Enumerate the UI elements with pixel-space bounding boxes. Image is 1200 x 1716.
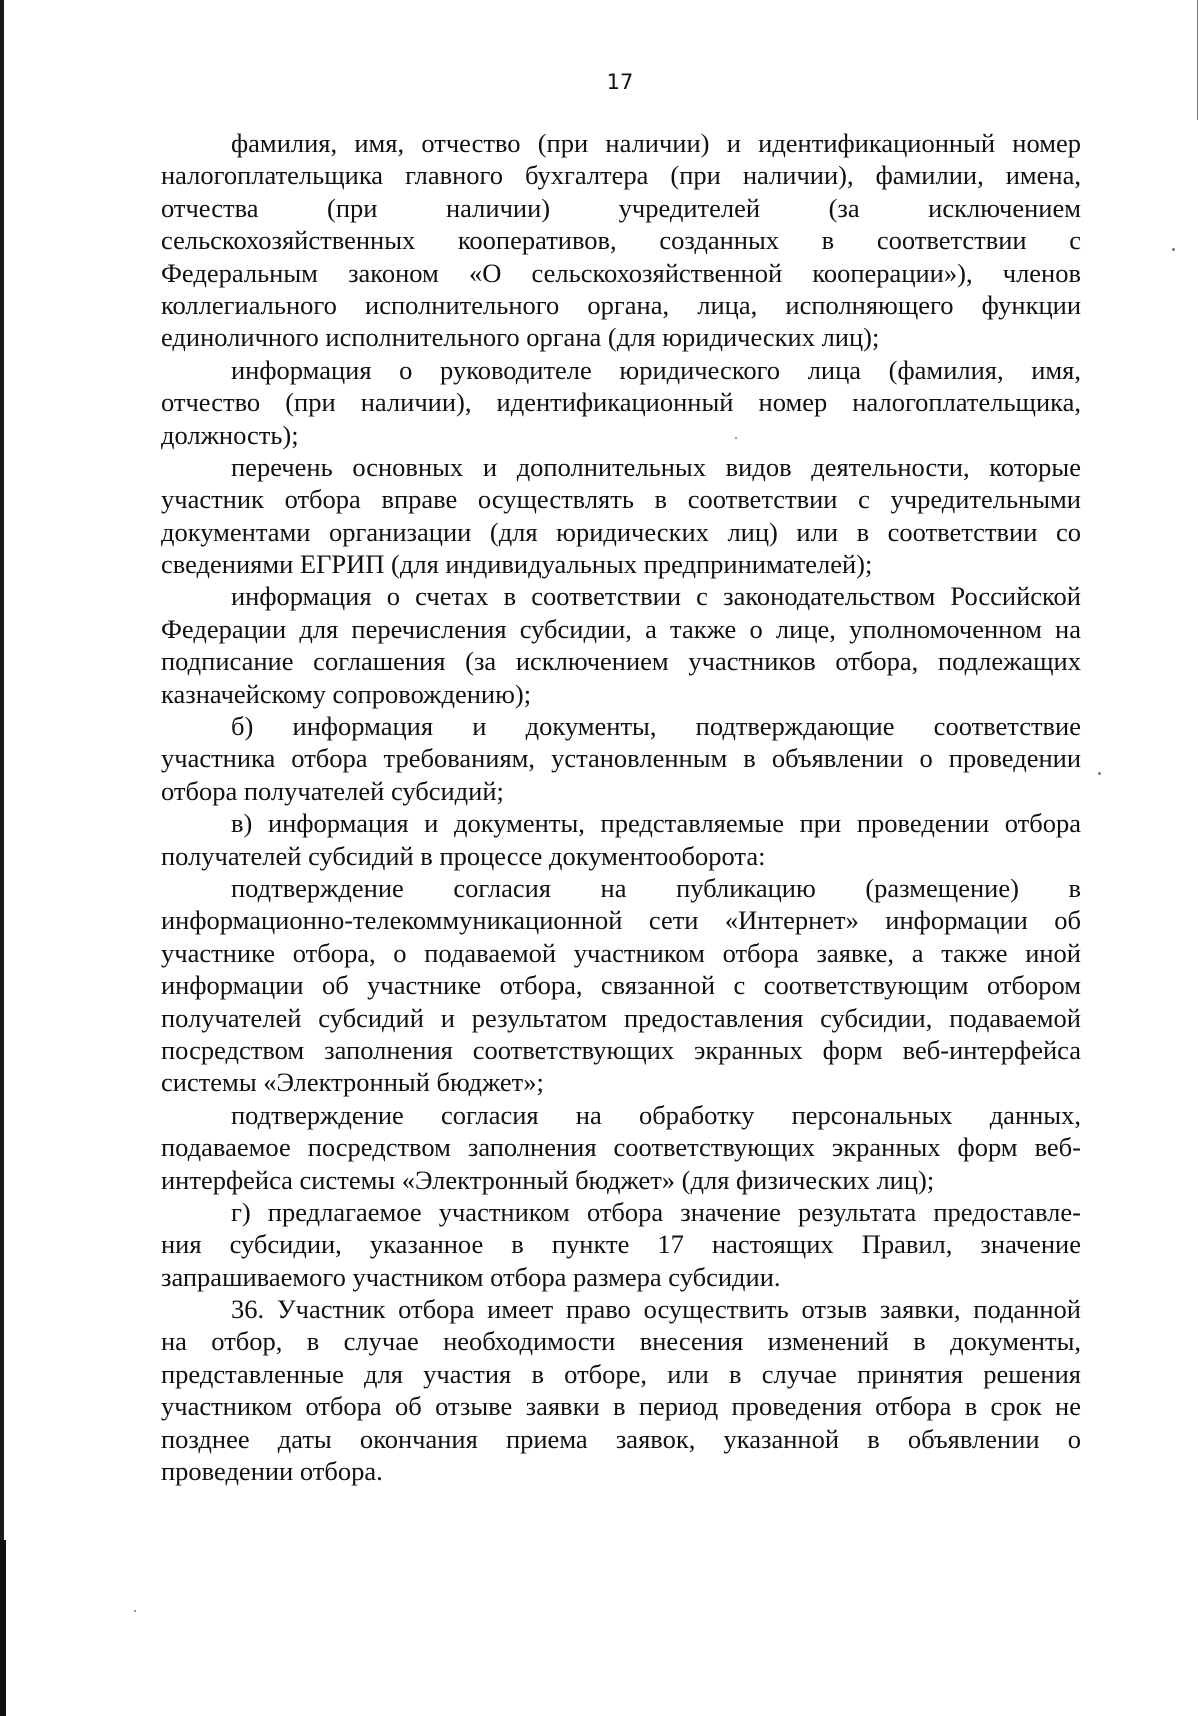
text-line: подаваемое посредством заполнения соответствующих экранных форм веб- [161,1132,1081,1163]
text-line: отбора получателей субсидий; [161,775,504,806]
text-line: участником отбора об отзыве заявки в период проведения отбора в срок не [161,1391,1081,1422]
text-line: системы «Электронный бюджет»; [161,1067,544,1098]
text-line: Федеральным законом «О сельскохозяйственной кооперации»), членов [161,257,1081,288]
text-line: информационно-телекоммуникационной сети «Интернет» информации об [161,905,1081,936]
text-line: отчество (при наличии), идентификационный номер налогоплательщика, [161,387,1081,418]
scan-speck [1098,772,1101,775]
scan-edge-left [0,0,4,1716]
text-line: перечень основных и дополнительных видов деятельности, которые [231,451,1081,482]
text-line: подписание соглашения (за исключением участников отбора, подлежащих [161,646,1081,677]
text-line: информация о счетах в соответствии с законодательством Российской [231,581,1081,612]
text-line: участнике отбора, о подаваемой участником отбора заявке, а также иной [161,937,1081,968]
text-line: на отбор, в случае необходимости внесения изменений в документы, [161,1326,1081,1357]
text-line: коллегиального исполнительного органа, лица, исполняющего функции [161,289,1081,320]
paragraph [161,872,1081,1099]
text-line: 36. Участник отбора имеет право осуществить отзыв заявки, поданной [231,1294,1081,1325]
text-line: отчества (при наличии) учредителей (за исключением [161,192,1081,223]
text-line: Федерации для перечисления субсидии, а также о лице, уполномоченном на [161,613,1081,644]
text-line: посредством заполнения соответствующих экранных форм веб-интерфейса [161,1034,1081,1065]
paragraph [161,580,1081,710]
paragraph [161,1099,1081,1196]
text-line: документами организации (для юридических лиц) или в соответствии со [161,516,1081,547]
paragraph [161,807,1081,872]
scan-edge-bottom-left [0,1540,6,1716]
text-line: позднее даты окончания приема заявок, указанной в объявлении о [161,1423,1081,1454]
scan-speck [134,1610,136,1612]
text-line: представленные для участия в отборе, или в случае принятия решения [161,1358,1081,1389]
text-line: в) информация и документы, представляемые при проведении отбора [231,808,1081,839]
scan-edge-right [1197,0,1198,120]
text-line: участника отбора требованиям, установленным в объявлении о проведении [161,743,1081,774]
text-line: получателей субсидий в процессе документооборота: [161,840,766,871]
scan-speck [1172,248,1175,251]
text-line: подтверждение согласия на публикацию (размещение) в [231,872,1081,903]
text-line: получателей субсидий и результатом предоставления субсидии, подаваемой [161,1002,1081,1033]
page-number: 17 [606,70,634,94]
paragraph [161,710,1081,807]
text-line: проведении отбора. [161,1456,383,1487]
text-line: подтверждение согласия на обработку персональных данных, [231,1099,1081,1130]
text-line: единоличного исполнительного органа (для юридических лиц); [161,322,880,353]
paragraph [161,451,1081,581]
text-line: г) предлагаемое участником отбора значение результата предоставле- [231,1196,1081,1227]
text-line: участник отбора вправе осуществлять в соответствии с учредительными [161,484,1081,515]
text-line: сельскохозяйственных кооперативов, созданных в соответствии с [161,225,1081,256]
paragraph [161,1196,1081,1293]
text-line: запрашиваемого участником отбора размера субсидии. [161,1261,781,1292]
text-line: казначейскому сопровождению); [161,678,532,709]
text-line: налогоплательщика главного бухгалтера (при наличии), фамилии, имена, [161,160,1081,191]
document-body [161,127,1081,1487]
text-line: ния субсидии, указанное в пункте 17 настоящих Правил, значение [161,1229,1081,1260]
text-line: информация о руководителе юридического лица (фамилия, имя, [231,354,1081,385]
text-line: информации об участнике отбора, связанной с соответствующим отбором [161,970,1081,1001]
text-line: должность); [161,419,299,450]
paragraph [161,127,1081,354]
paragraph [161,1293,1081,1487]
text-line: сведениями ЕГРИП (для индивидуальных предпринимателей); [161,549,873,580]
text-line: интерфейса системы «Электронный бюджет» (для физических лиц); [161,1164,935,1195]
text-line: б) информация и документы, подтверждающие соответствие [231,711,1081,742]
text-line: фамилия, имя, отчество (при наличии) и идентификационный номер [231,128,1081,158]
paragraph [161,354,1081,451]
